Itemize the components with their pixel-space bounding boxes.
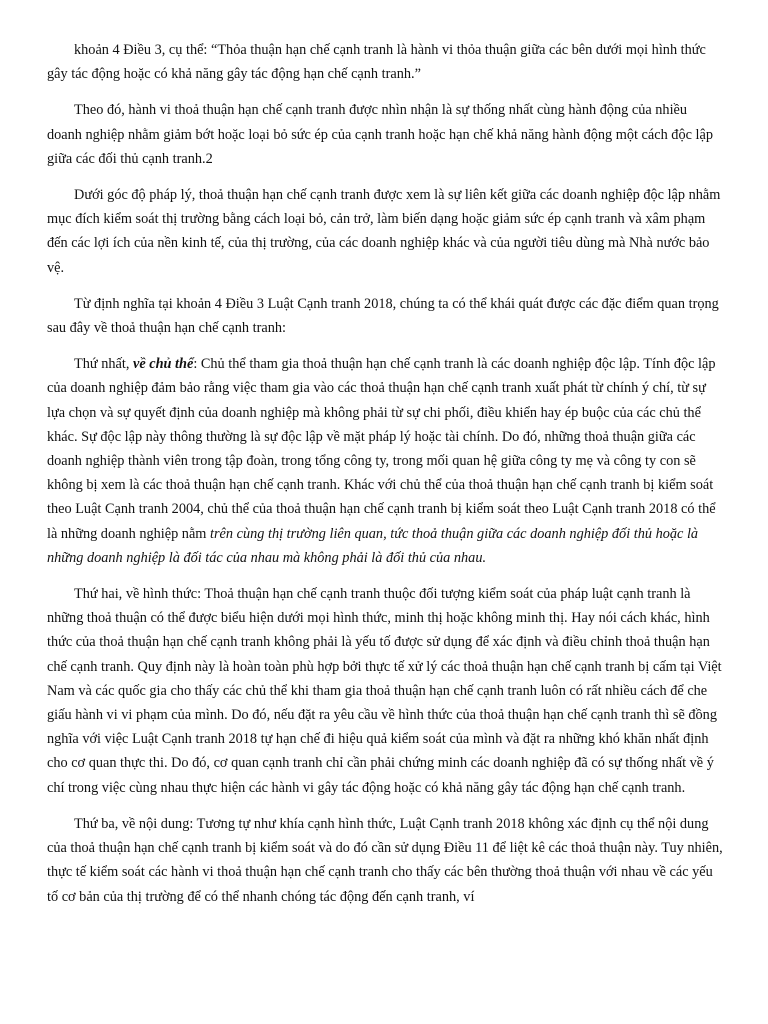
paragraph-characteristics-intro [47,292,723,340]
text-run: Từ định nghĩa tại khoản 4 Điều 3 Luật Cạnh tranh 2018, chúng ta có thể khái quát được các đặc điểm quan trọng sau đây về thoả thuận hạn chế cạnh tranh: [47,295,719,337]
paragraph-third-content [47,812,723,909]
paragraph-first-subject [47,352,723,570]
text-run: Thứ ba, về nội dung: Tương tự như khía cạnh hình thức, Luật Cạnh tranh 2018 không xác định cụ thể nội dung của thoả thuận hạn chế cạnh tranh bị kiểm soát và do đó cần sử dụng Điều 11 để liệt kê các thoả thuận này. Tuy nhiên, thực tế kiểm soát các hành vi thoả thuận hạn chế cạnh tranh cho thấy các bên thường thoả thuận với nhau về các yếu tố cơ bản của thị trường để có thể nhanh chóng tác động đến cạnh tranh, ví [47,815,723,905]
text-run: Dưới góc độ pháp lý, thoả thuận hạn chế cạnh tranh được xem là sự liên kết giữa các doanh nghiệp độc lập nhằm mục đích kiểm soát thị trường bằng cách loại bỏ, cản trở, làm biến dạng hoặc giảm sức ép cạnh tranh và xâm phạm đến các lợi ích của nền kinh tế, của thị trường, của các doanh nghiệp khác và của người tiêu dùng mà Nhà nước bảo vệ. [47,187,721,276]
paragraph-legal-perspective [47,183,723,280]
text-run: Thứ hai, về hình thức: Thoả thuận hạn chế cạnh tranh thuộc đối tượng kiểm soát của pháp luật cạnh tranh là những thoả thuận có thể được biểu hiện dưới mọi hình thức, minh thị hoặc không minh thị. Hay nói cách khác, hình thức của thoả thuận hạn chế cạnh tranh không phải là yếu tố được sử dụng để xác định và điều chỉnh thoả thuận hạn chế cạnh tranh. Quy định này là hoàn toàn phù hợp bởi thực tế xử lý các thoả thuận hạn chế cạnh tranh bị cấm tại Việt Nam và các quốc gia cho thấy các chủ thể khi tham gia thoả thuận hạn chế cạnh tranh luôn có rất nhiều cách để che giấu hành vi vi phạm của mình. Do đó, nếu đặt ra yêu cầu về hình thức của thoả thuận hạn chế cạnh tranh thì sẽ đồng nghĩa với việc Luật Cạnh tranh 2018 tự hạn chế đi hiệu quả kiểm soát của mình và đặt ra những khó khăn nhất định cho cơ quan thực thi. Do đó, cơ quan cạnh tranh chỉ cần phải chứng minh các doanh nghiệp đã có sự thống nhất về ý chí trong việc cùng nhau thực hiện các hành vi gây tác động hoặc có khả năng gây tác động hạn chế cạnh tranh. [47,586,722,796]
text-run: khoản 4 Điều 3, cụ thể: “Thỏa thuận hạn chế cạnh tranh là hành vi thỏa thuận giữa các bên dưới mọi hình thức gây tác động hoặc có khả năng gây tác động hạn chế cạnh tranh.” [47,42,706,83]
text-run: Theo đó, hành vi thoả thuận hạn chế cạnh tranh được nhìn nhận là sự thống nhất cùng hành động của nhiều doanh nghiệp nhằm giảm bớt hoặc loại bỏ sức ép của cạnh tranh hoặc hạn chế khả năng hành động một cách độc lập giữa các đối thủ cạnh tranh.2 [47,102,713,167]
paragraph-definition-quote [47,38,723,86]
emphasis-italic: trên cùng thị trường liên quan, tức thoả thuận giữa các doanh nghiệp đối thủ hoặc là những doanh nghiệp là đối tác của nhau mà không phải là đối thủ của nhau. [47,525,699,566]
text-run: Thứ nhất, [74,356,133,373]
paragraph-second-form [47,582,723,800]
document-page [47,38,723,921]
text-run: : Chủ thể tham gia thoả thuận hạn chế cạnh tranh là các doanh nghiệp độc lập. Tính độc lập của doanh nghiệp đảm bảo rằng việc tham gia vào các thoả thuận hạn chế cạnh tranh xuất phát từ chính ý chí, từ sự lựa chọn và sự quyết định của doanh nghiệp mà không phải từ sự chi phối, điều khiển hay ép buộc của các chủ thể khác. Sự độc lập này thông thường là sự độc lập về mặt pháp lý hoặc tài chính. Do đó, những thoả thuận giữa các doanh nghiệp thành viên trong tập đoàn, trong tổng công ty, trong mối quan hệ giữa công ty mẹ và công ty con sẽ không bị xem là các thoả thuận hạn chế cạnh tranh. Khác với chủ thể của thoả thuận hạn chế cạnh tranh bị kiểm soát theo Luật Cạnh tranh 2004, chủ thể của thoả thuận hạn chế cạnh tranh bị kiểm soát theo Luật Cạnh tranh 2018 có thể là những doanh nghiệp nằm [47,356,716,542]
emphasis-bold-italic: về chủ thể [132,356,194,373]
paragraph-interpretation [47,98,723,171]
